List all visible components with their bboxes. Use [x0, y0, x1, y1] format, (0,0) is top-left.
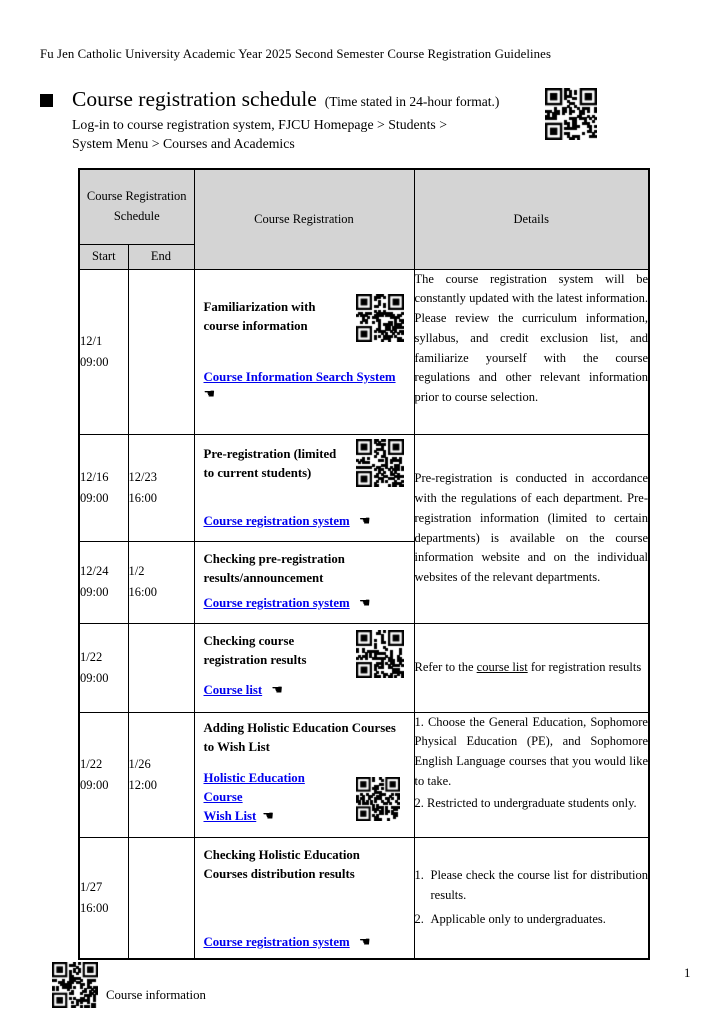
list-number: 2.	[414, 911, 424, 926]
end-date: 12/23	[128, 469, 157, 484]
end-cell	[128, 623, 194, 712]
pointer-hand-icon: ☚	[358, 935, 371, 950]
start-cell	[79, 623, 128, 712]
start-cell	[79, 712, 128, 837]
end-date: 1/26	[128, 756, 151, 771]
course-cell	[194, 837, 414, 959]
page-number: 1	[684, 966, 691, 980]
qr-code-wish-list-icon	[356, 777, 400, 821]
section-subtitle-line1: Log-in to course registration system, FJCU Homepage > Students >	[72, 117, 448, 132]
course-title: Familiarization with course information	[203, 299, 316, 333]
end-time: 16:00	[128, 490, 157, 505]
header-course-registration: Course Registration	[194, 169, 414, 269]
course-registration-system-link[interactable]: Course registration system	[203, 935, 350, 949]
holistic-education-link-line2[interactable]: Course	[203, 789, 243, 804]
header-schedule-group: Course Registration Schedule	[79, 169, 194, 244]
start-cell	[79, 434, 128, 541]
table-row	[79, 269, 649, 434]
section-title-suffix: (Time stated in 24-hour format.)	[324, 94, 500, 109]
start-date: 1/27	[80, 880, 103, 895]
header-details: Details	[414, 169, 649, 269]
details-list-item	[415, 866, 649, 906]
course-information-search-system-link[interactable]: Course Information Search System	[203, 369, 396, 384]
start-time: 09:00	[80, 670, 109, 685]
header-start: Start	[79, 244, 128, 269]
course-cell	[194, 541, 414, 623]
details-list-item: 1. Choose the General Education, Sophomore Physical Education (PE), and Sophomore English Language courses that you would like to take.	[414, 714, 648, 788]
qr-code-course-info-search-icon	[356, 294, 404, 342]
end-cell	[128, 712, 194, 837]
details-cell: The course registration system will be constantly updated with the latest information. Please review the curriculum information, syllabus, and credit exclusion list, and familiarize yourself with the course regulations and other relevant information prior to course selection.	[414, 269, 649, 434]
course-registration-system-link[interactable]: Course registration system	[203, 513, 350, 528]
table-row	[79, 434, 649, 541]
details-cell	[414, 712, 649, 837]
pointer-hand-icon: ☚	[203, 386, 216, 402]
qr-code-pre-registration-icon	[356, 439, 404, 487]
course-cell	[194, 269, 414, 434]
start-cell	[79, 837, 128, 959]
start-cell	[79, 269, 128, 434]
details-list-item: 2. Restricted to undergraduate students only.	[414, 795, 637, 810]
table-row	[79, 837, 649, 959]
start-date: 1/22	[80, 756, 103, 771]
course-title: Checking pre-registration results/announcement	[203, 551, 345, 585]
list-text: Please check the course list for distribution results.	[430, 868, 648, 902]
details-cell	[414, 837, 649, 959]
start-time: 16:00	[80, 900, 109, 915]
section-heading	[40, 86, 510, 153]
start-cell	[79, 541, 128, 623]
header-end: End	[128, 244, 194, 269]
start-time: 09:00	[80, 777, 109, 792]
details-text: for registration results	[527, 659, 642, 674]
section-subtitle-line2: System Menu > Courses and Academics	[72, 136, 295, 151]
end-cell	[128, 837, 194, 959]
document-title: Fu Jen Catholic University Academic Year 2025 Second Semester Course Registration Guidelines	[40, 47, 552, 61]
table-row	[79, 623, 649, 712]
pointer-hand-icon: ☚	[271, 682, 283, 698]
section-title: Course registration schedule	[72, 87, 317, 111]
details-underlined-text: course list	[476, 659, 528, 674]
course-cell	[194, 712, 414, 837]
end-cell	[128, 269, 194, 434]
start-date: 12/24	[80, 564, 109, 579]
start-date: 12/16	[80, 469, 109, 484]
details-list-item	[415, 910, 649, 930]
pointer-hand-icon: ☚	[262, 809, 274, 824]
start-time: 09:00	[80, 585, 109, 599]
pointer-hand-icon: ☚	[358, 513, 371, 529]
end-time: 16:00	[128, 585, 157, 599]
list-text: Applicable only to undergraduates.	[430, 911, 606, 926]
end-cell	[128, 541, 194, 623]
pointer-hand-icon: ☚	[358, 595, 371, 611]
end-date: 1/2	[128, 564, 145, 579]
details-text: Refer to the	[414, 659, 477, 674]
footer-qr-caption: Course information	[106, 988, 206, 1002]
end-time: 12:00	[128, 777, 157, 792]
course-registration-schedule-table	[78, 168, 650, 960]
end-cell	[128, 434, 194, 541]
course-list-link[interactable]: Course list	[203, 682, 263, 697]
start-time: 09:00	[80, 354, 109, 369]
start-date: 12/1	[80, 333, 103, 348]
holistic-education-link-line3[interactable]: Wish List	[203, 809, 257, 823]
table-row	[79, 712, 649, 837]
list-number: 1.	[414, 868, 424, 883]
start-time: 09:00	[80, 490, 109, 505]
qr-code-login-icon	[545, 88, 597, 140]
course-title: Checking Holistic Education Courses distribution results	[203, 847, 360, 881]
details-cell-merged: Pre-registration is conducted in accordance with the regulations of each department. Pre-registration information (limited to certain departments) is available on the course information website and on the individual websites of the relevant departments.	[414, 434, 649, 623]
course-cell	[194, 434, 414, 541]
course-title: Adding Holistic Education Courses to Wish List	[203, 720, 396, 754]
course-title: Checking course registration results	[203, 633, 307, 667]
course-cell	[194, 623, 414, 712]
course-title: Pre-registration (limited to current students)	[203, 446, 337, 480]
section-bullet-icon	[40, 94, 53, 107]
details-cell	[414, 623, 649, 712]
start-date: 1/22	[80, 649, 103, 664]
table-header-row-1	[79, 169, 649, 244]
holistic-education-link-line1[interactable]: Holistic Education	[203, 770, 305, 785]
qr-code-course-information-icon	[52, 962, 98, 1008]
course-registration-system-link[interactable]: Course registration system	[203, 595, 350, 610]
qr-code-course-list-icon	[356, 630, 404, 678]
